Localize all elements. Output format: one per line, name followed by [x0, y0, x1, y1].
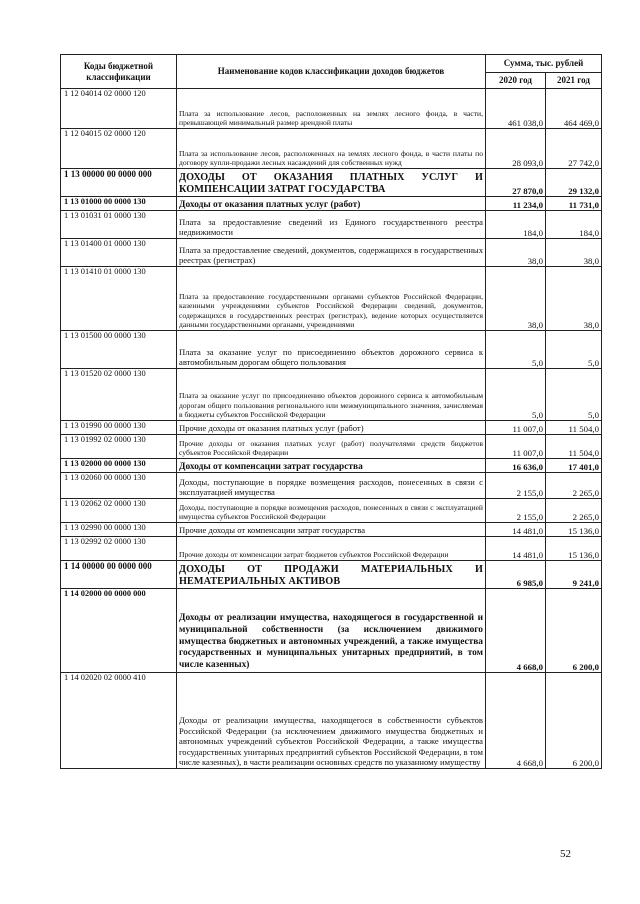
amount-2021-cell: 38,0 [546, 267, 602, 331]
income-name-cell: Доходы, поступающие в порядке возмещения расходов, понесенных в связи с эксплуатацией имущества субъектов Российской Федерации [177, 499, 486, 523]
income-name-cell: Плата за использование лесов, расположенных на землях лесного фонда, в части платы по договору купли-продажи лесных насаждений для собственных нужд [177, 129, 486, 169]
amount-2021-cell: 11 731,0 [546, 197, 602, 211]
income-name-cell: Доходы от оказания платных услуг (работ) [177, 197, 486, 211]
name-column-header: Наименование кодов классификации доходов бюджетов [177, 55, 486, 89]
income-name-cell: Прочие доходы от оказания платных услуг (работ) получателями средств бюджетов субъектов Российской Федерации [177, 435, 486, 459]
amount-2021-cell: 5,0 [546, 331, 602, 369]
amount-2021-cell: 184,0 [546, 211, 602, 239]
income-name-cell: Прочие доходы от компенсации затрат государства [177, 523, 486, 537]
income-name-cell: Плата за предоставление сведений, документов, содержащихся в государственных реестрах (регистрах) [177, 239, 486, 267]
budget-code-cell: 1 13 01520 02 0000 130 [61, 369, 177, 421]
amount-2020-cell: 4 668,0 [486, 673, 546, 769]
income-name-cell: Прочие доходы от оказания платных услуг (работ) [177, 421, 486, 435]
income-name-cell: Доходы от реализации имущества, находящегося в собственности субъектов Российской Федерации (за исключением движимого имущества бюджетных и автономных учреждений субъектов Российской Федерации, а также имущества государственных унитарных предприятий субъектов Российской Федерации, в том числе казенных), в части реализации основных средств по указанному имуществу [177, 673, 486, 769]
table-row [61, 239, 602, 267]
table-row [61, 129, 602, 169]
amount-2020-cell: 5,0 [486, 369, 546, 421]
budget-code-cell: 1 13 01500 00 0000 130 [61, 331, 177, 369]
amount-2021-cell: 2 265,0 [546, 499, 602, 523]
table-row [61, 211, 602, 239]
amount-2021-cell: 11 504,0 [546, 435, 602, 459]
income-name-cell: Доходы от реализации имущества, находящегося в государственной и муниципальной собственности (за исключением движимого имущества бюджетных и автономных учреждений, а также имущества государственных и муниципальных унитарных предприятий, в том числе казенных) [177, 589, 486, 673]
table-row [61, 459, 602, 473]
income-name-cell: Доходы, поступающие в порядке возмещения расходов, понесенных в связи с эксплуатацией имущества [177, 473, 486, 499]
amount-2020-cell: 2 155,0 [486, 473, 546, 499]
table-row [61, 197, 602, 211]
amount-2021-cell: 5,0 [546, 369, 602, 421]
page-number: 52 [560, 848, 571, 860]
amount-2020-cell: 11 007,0 [486, 435, 546, 459]
budget-code-cell: 1 14 00000 00 0000 000 [61, 561, 177, 589]
amount-2020-cell: 38,0 [486, 239, 546, 267]
table-row [61, 673, 602, 769]
amount-2021-cell: 27 742,0 [546, 129, 602, 169]
table-row [61, 499, 602, 523]
amount-2020-cell: 11 007,0 [486, 421, 546, 435]
budget-code-cell: 1 13 00000 00 0000 000 [61, 169, 177, 197]
amount-2020-cell: 38,0 [486, 267, 546, 331]
budget-code-cell: 1 12 04015 02 0000 120 [61, 129, 177, 169]
income-name-cell: Плата за предоставление государственными органами субъектов Российской Федерации, казенными учреждениями субъектов Российской Федерации сведений, документов, содержащихся в государственных реестрах (регистрах), ведение которых осуществляется данными государственными органами, учреждениями [177, 267, 486, 331]
budget-code-cell: 1 13 02990 00 0000 130 [61, 523, 177, 537]
table-row [61, 537, 602, 561]
budget-code-cell: 1 13 02992 02 0000 130 [61, 537, 177, 561]
table-row [61, 473, 602, 499]
budget-code-cell: 1 13 02060 00 0000 130 [61, 473, 177, 499]
budget-code-cell: 1 13 01031 01 0000 130 [61, 211, 177, 239]
table-row [61, 421, 602, 435]
budget-code-cell: 1 13 01410 01 0000 130 [61, 267, 177, 331]
amount-2021-cell: 15 136,0 [546, 523, 602, 537]
amount-2021-cell: 6 200,0 [546, 673, 602, 769]
amount-2020-cell: 14 481,0 [486, 537, 546, 561]
budget-code-cell: 1 13 02000 00 0000 130 [61, 459, 177, 473]
amount-2020-cell: 5,0 [486, 331, 546, 369]
income-name-cell: Доходы от компенсации затрат государства [177, 459, 486, 473]
amount-2021-cell: 2 265,0 [546, 473, 602, 499]
table-row [61, 561, 602, 589]
budget-code-cell: 1 12 04014 02 0000 120 [61, 89, 177, 129]
amount-2020-cell: 16 636,0 [486, 459, 546, 473]
income-name-cell: Плата за использование лесов, расположенных на землях лесного фонда, в части, превышающей минимальный размер арендной платы [177, 89, 486, 129]
amount-2020-cell: 461 038,0 [486, 89, 546, 129]
amount-2021-cell: 29 132,0 [546, 169, 602, 197]
amount-2020-cell: 14 481,0 [486, 523, 546, 537]
code-column-header: Коды бюджетной классификации [61, 55, 177, 89]
table-row [61, 267, 602, 331]
amount-2021-cell: 9 241,0 [546, 561, 602, 589]
amount-2021-cell: 464 469,0 [546, 89, 602, 129]
table-row [61, 169, 602, 197]
income-name-cell: Плата за оказание услуг по присоединению объектов дорожного сервиса к автомобильным дорогам общего пользования [177, 331, 486, 369]
amount-2021-cell: 17 401,0 [546, 459, 602, 473]
table-row [61, 369, 602, 421]
table-row [61, 435, 602, 459]
budget-code-cell: 1 13 01990 00 0000 130 [61, 421, 177, 435]
budget-code-cell: 1 14 02000 00 0000 000 [61, 589, 177, 673]
amount-2021-cell: 38,0 [546, 239, 602, 267]
amount-2020-cell: 4 668,0 [486, 589, 546, 673]
table-body [61, 89, 602, 769]
table-row [61, 523, 602, 537]
budget-code-cell: 1 13 01400 01 0000 130 [61, 239, 177, 267]
income-name-cell: Плата за оказание услуг по присоединению объектов дорожного сервиса к автомобильным дорогам общего пользования регионального или межмуниципального значения, зачисляемая в бюджеты субъектов Российской Федерации [177, 369, 486, 421]
amount-2020-cell: 28 093,0 [486, 129, 546, 169]
amount-2020-cell: 27 870,0 [486, 169, 546, 197]
budget-code-cell: 1 13 02062 02 0000 130 [61, 499, 177, 523]
amount-2021-cell: 6 200,0 [546, 589, 602, 673]
amount-2020-cell: 6 985,0 [486, 561, 546, 589]
table-row [61, 589, 602, 673]
income-name-cell: Прочие доходы от компенсации затрат бюджетов субъектов Российской Федерации [177, 537, 486, 561]
budget-table [60, 54, 602, 769]
income-name-cell: Плата за предоставление сведений из Единого государственного реестра недвижимости [177, 211, 486, 239]
table-row [61, 89, 602, 129]
budget-code-cell: 1 14 02020 02 0000 410 [61, 673, 177, 769]
amount-2020-cell: 2 155,0 [486, 499, 546, 523]
year-2021-header: 2021 год [546, 73, 602, 89]
income-name-cell: ДОХОДЫ ОТ ОКАЗАНИЯ ПЛАТНЫХ УСЛУГ И КОМПЕНСАЦИИ ЗАТРАТ ГОСУДАРСТВА [177, 169, 486, 197]
amount-2020-cell: 184,0 [486, 211, 546, 239]
budget-code-cell: 1 13 01992 02 0000 130 [61, 435, 177, 459]
table-row [61, 331, 602, 369]
amount-2021-cell: 11 504,0 [546, 421, 602, 435]
sum-column-header: Сумма, тыс. рублей [486, 55, 602, 73]
budget-code-cell: 1 13 01000 00 0000 130 [61, 197, 177, 211]
amount-2021-cell: 15 136,0 [546, 537, 602, 561]
income-name-cell: ДОХОДЫ ОТ ПРОДАЖИ МАТЕРИАЛЬНЫХ И НЕМАТЕРИАЛЬНЫХ АКТИВОВ [177, 561, 486, 589]
table-header [61, 55, 602, 89]
amount-2020-cell: 11 234,0 [486, 197, 546, 211]
year-2020-header: 2020 год [486, 73, 546, 89]
